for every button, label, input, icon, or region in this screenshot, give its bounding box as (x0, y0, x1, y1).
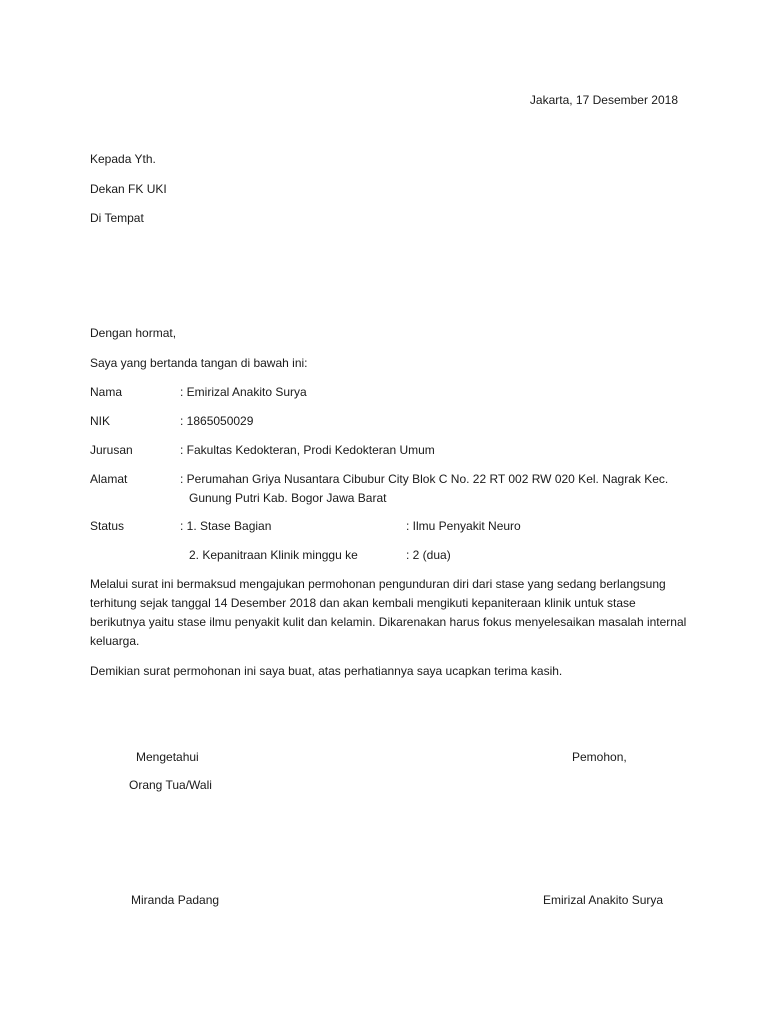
status-item-1-value: : Ilmu Penyakit Neuro (406, 519, 521, 533)
salutation: Dengan hormat, (90, 326, 177, 340)
nama-value: : Emirizal Anakito Surya (180, 385, 307, 399)
signature-right-name: Emirizal Anakito Surya (543, 893, 664, 907)
closing-line: Demikian surat permohonan ini saya buat, atas perhatiannya saya ucapkan terima kasih. (90, 664, 563, 678)
status-item-1: : 1. Stase Bagian (180, 519, 272, 533)
signature-left-subtitle: Orang Tua/Wali (129, 778, 212, 792)
date-line: Jakarta, 17 Desember 2018 (529, 93, 678, 107)
body-paragraph: Melalui surat ini bermaksud mengajukan permohonan pengunduran diri dari stase yang sedang berlangsung terhitung sejak tanggal 14 Desember 2018 dan akan kembali mengikuti kepaniteraan klinik untuk stase berikutnya yaitu stase ilmu penyakit kulit dan kelamin. Dikarenakan harus fokus menyelesaikan masalah internal keluarga. (90, 577, 687, 648)
nik-label: NIK (90, 414, 111, 428)
alamat-label: Alamat (90, 472, 128, 486)
jurusan-label: Jurusan (90, 443, 133, 457)
signature-right-title: Pemohon, (572, 750, 627, 764)
alamat-value-line-2: Gunung Putri Kab. Bogor Jawa Barat (189, 491, 387, 505)
jurusan-value: : Fakultas Kedokteran, Prodi Kedokteran Umum (180, 443, 435, 457)
intro-line: Saya yang bertanda tangan di bawah ini: (90, 356, 308, 370)
recipient-line-3: Di Tempat (90, 211, 144, 225)
recipient-line-2: Dekan FK UKI (90, 182, 167, 196)
signature-left-name: Miranda Padang (131, 893, 220, 907)
status-item-2-value: : 2 (dua) (406, 548, 451, 562)
signature-left-title: Mengetahui (136, 750, 199, 764)
nik-value: : 1865050029 (180, 414, 254, 428)
status-label: Status (90, 519, 125, 533)
nama-label: Nama (90, 385, 123, 399)
alamat-value-line-1: : Perumahan Griya Nusantara Cibubur City Blok C No. 22 RT 002 RW 020 Kel. Nagrak Kec. (180, 472, 669, 486)
status-item-2: 2. Kepanitraan Klinik minggu ke (189, 548, 358, 562)
recipient-line-1: Kepada Yth. (90, 152, 156, 166)
